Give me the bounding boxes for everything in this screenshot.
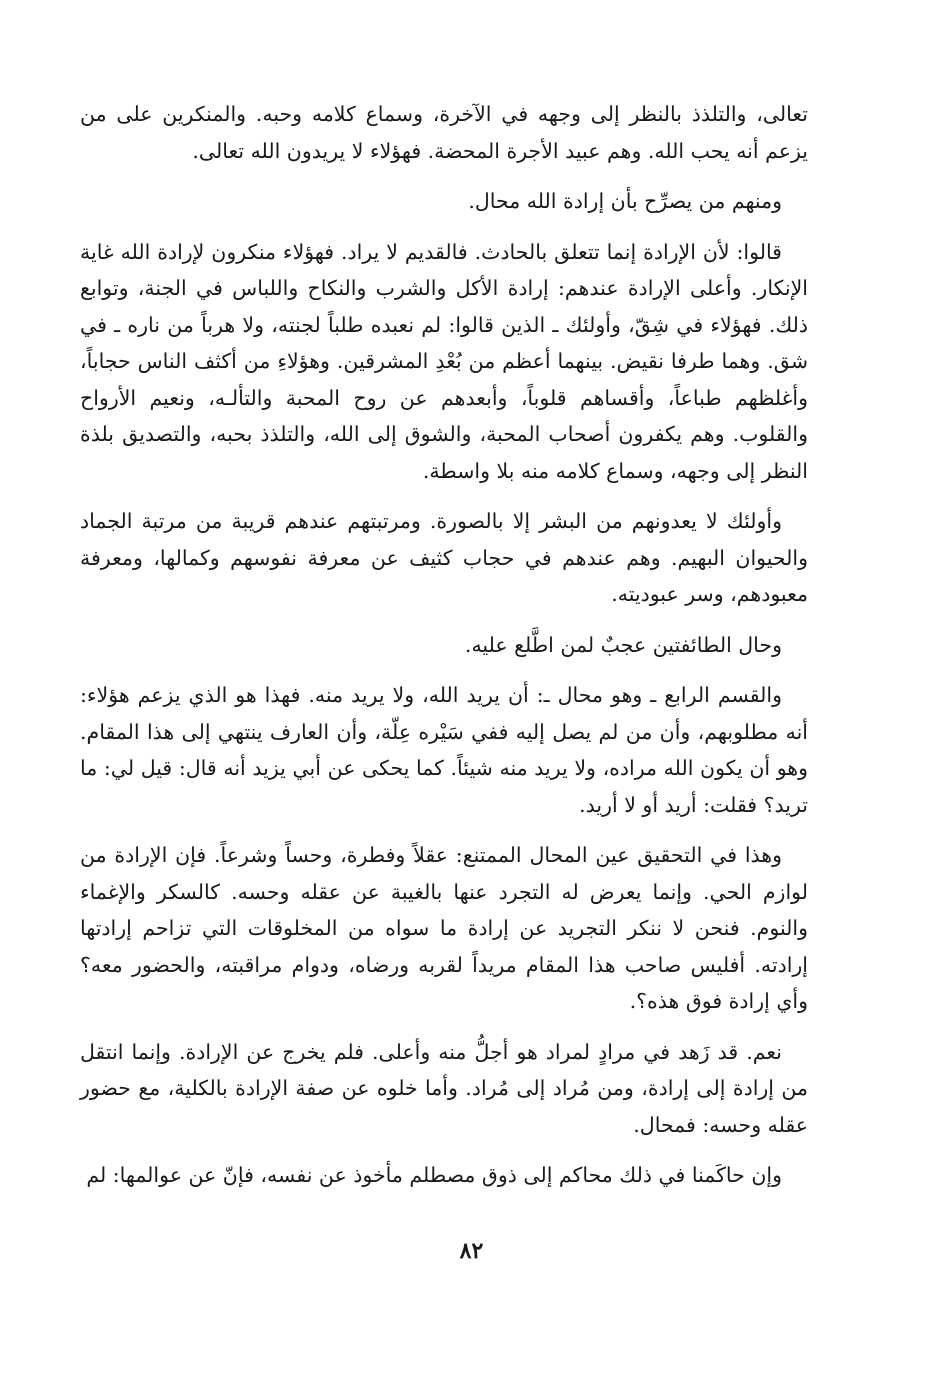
paragraph-2: ومنهم من يصرِّح بأن إرادة الله محال. xyxy=(468,189,782,213)
page-number: ٨٢ xyxy=(459,1238,484,1264)
paragraph-3: قالوا: لأن الإرادة إنما تتعلق بالحادث. فالقديم لا يراد. فهؤلاء منكرون لإرادة الله غاية الإنكار. وأعلى الإرادة عندهم: إرادة الأكل والشرب والنكاح واللباس في الجنة، وتوابع ذلك. فهؤلاء في شِقّ، وأولئك ـ الذين قالوا: لم نعبده طلباً لجنته، ولا هرباً من ناره ـ في شق. وهما طرفا نقيض. بينهما أعظم من بُعْدِ المشرقين. وهؤلاءِ من أكثف الناس حجاباً، وأغلظهم طباعاً، وأقساهم قلوباً، وأبعدهم عن روح المحبة والتألـه، ونعيم الأرواح والقلوب. وهم يكفرون أصحاب المحبة، والشوق إلى الله، والتلذذ بحبه، والتصديق بلذة النظر إلى وجهه، وسماع كلامه منه بلا واسطة. xyxy=(80,239,808,483)
paragraph-6: والقسم الرابع ـ وهو محال ـ: أن يريد الله، ولا يريد منه. فهذا هو الذي يزعم هؤلاء: أنه مطلوبهم، وأن من لم يصل إليه ففي سَيْره عِلّة، وأن العارف ينتهي إلى هذا المقام. وهو أن يكون الله مراده، ولا يريد منه شيئاً. كما يحكى عن أبي يزيد أنه قال: قيل لي: ما تريد؟ فقلت: أريد أو لا أريد. xyxy=(80,683,808,817)
paragraph-5: وحال الطائفتين عجبٌ لمن اطَّلع عليه. xyxy=(464,632,782,657)
page-body xyxy=(80,96,808,1208)
paragraph-1: تعالى، والتلذذ بالنظر إلى وجهه في الآخرة، وسماع كلامه وحبه. والمنكرين على من يزعم أنه يحب الله. وهم عبيد الأجرة المحضة. فهؤلاء لا يريدون الله تعالى. xyxy=(80,102,808,163)
paragraph-4: وأولئك لا يعدونهم من البشر إلا بالصورة. ومرتبتهم عندهم قريبة من مرتبة الجماد والحيوان البهيم. وهم عندهم في حجاب كثيف عن معرفة نفوسهم وكمالها، ومعرفة معبودهم، وسر عبوديته. xyxy=(80,509,808,606)
paragraph-8: نعم. قد زَهد في مرادٍ لمراد هو أجلُّ منه وأعلى. فلم يخرج عن الإرادة. وإنما انتقل من إرادة إلى إرادة، ومن مُراد إلى مُراد. وأما خلوه عن صفة الإرادة بالكلية، مع حضور عقله وحسه: فمحال. xyxy=(80,1039,808,1137)
paragraph-9: وإن حاكَمنا في ذلك محاكم إلى ذوق مصطلم مأخوذ عن نفسه، فإنّ عن عوالمها: لم xyxy=(86,1163,782,1187)
paragraph-7: وهذا في التحقيق عين المحال الممتنع: عقلاً وفطرة، وحساً وشرعاً. فإن الإرادة من لوازم الحي. وإنما يعرض له التجرد عنها بالغيبة عن عقله وحسه. كالسكر والإغماء والنوم. فنحن لا ننكر التجريد عن إرادة ما سواه من المخلوقات التي تزاحم إرادتها إرادته. أفليس صاحب هذا المقام مريداً لقربه ورضاه، ودوام مراقبته، والحضور معه؟ وأي إرادة فوق هذه؟. xyxy=(80,843,808,1013)
